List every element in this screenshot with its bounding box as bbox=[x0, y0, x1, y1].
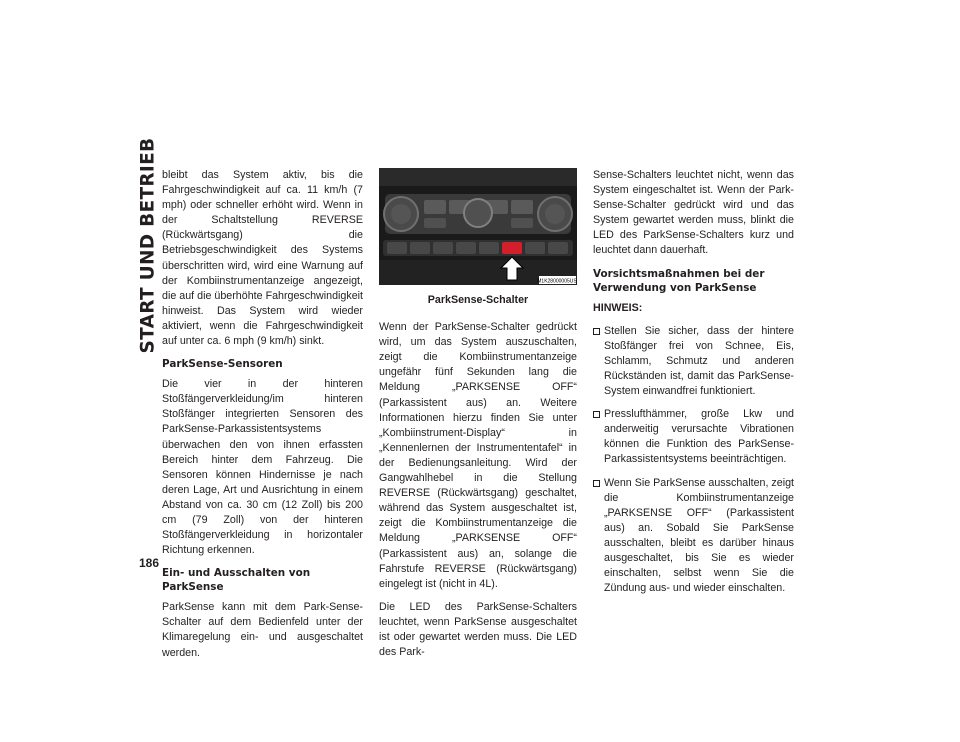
paragraph-switch: ParkSense kann mit dem Park-Sense-Schalter auf dem Bedienfeld unter der Klimaregelung ein- und ausgeschaltet werden. bbox=[162, 601, 363, 659]
paragraph-led-continued: Sense-Schalters leuchtet nicht, wenn das System eingeschaltet ist. Wenn der Park-Sense-Schalter gedrückt wird und das System gewartet werden muss, blinkt die LED des ParkSense-Schalters kurz und leuchtet dann dauerhaft. bbox=[593, 169, 794, 257]
page-number: 186 bbox=[139, 556, 160, 570]
text-column-middle bbox=[379, 168, 577, 668]
list-item: Stellen Sie sicher, dass der hintere Stoßfänger frei von Schnee, Eis, Schlamm, Schmutz und anderen Rückständen ist, damit das ParkSense-System einwandfrei funktioniert. bbox=[593, 324, 794, 399]
heading-parksense-sensors: ParkSense-Sensoren bbox=[162, 358, 283, 371]
paragraph-sensors: Die vier in der hinteren Stoßfängerverkleidung/im hinteren Stoßfänger integrierten Sensoren des ParkSense-Parkassistentsystems überwachen den von ihnen erfassten Bereich hinter dem Fahrzeug. Die Sensoren können Hindernisse je nach deren Lage, Art und Ausrichtung in einem Abstand von ca. 30 cm (12 Zoll) bis 200 cm (79 Zoll) von der hinteren Stoßfängerverkleidung in horizontaler Richtung erkennen. bbox=[162, 378, 363, 557]
section-title-text: START UND BETRIEB bbox=[137, 137, 159, 353]
note-label: HINWEIS: bbox=[593, 301, 643, 314]
heading-switch-on-off: Ein- und Ausschalten von ParkSense bbox=[162, 567, 311, 594]
paragraph-system-active: bleibt das System aktiv, bis die Fahrgeschwindigkeit auf ca. 11 km/h (7 mph) oder schneller erhöht wird. Wenn in der Schaltstellung REVERSE (Rückwärtsgang) die Betriebsgeschwindigkeit des Systems überschritten wird, wird eine Warnung auf der Kombiinstrumentanzeige angezeigt, die auf die überhöhte Fahrgeschwindigkeit hinweist. Das System wird wieder aktiviert, wenn die Fahrgeschwindigkeit auf unter ca. 6 mph (9 km/h) sinkt. bbox=[162, 169, 363, 348]
precaution-list bbox=[593, 324, 794, 597]
text-column-right bbox=[593, 168, 794, 604]
paragraph-switch-off-message: Wenn der ParkSense-Schalter gedrückt wird, um das System auszuschalten, zeigt die Kombiinstrumentanzeige ungefähr fünf Sekunden lang die Meldung „PARKSENSE OFF“ (Parkassistent aus) an. Weitere Informationen hierzu finden Sie unter „Kombiinstrument-Display“ in „Kennenlernen der Instrumententafel“ in der Bedienungsanleitung. Wird der Gangwahlhebel in die Stellung REVERSE (Rückwärtsgang) geschaltet, während das System ausgeschaltet ist, zeigt die Kombiinstrumentanzeige die Meldung „PARKSENSE OFF“ (Parkassistent aus) an, solange die Fahrstufe REVERSE (Rückwärtsgang) eingelegt ist (nicht in 4L). bbox=[379, 321, 577, 590]
paragraph-led: Die LED des ParkSense-Schalters leuchtet, wenn ParkSense ausgeschaltet ist oder gewartet werden muss. Die LED des Park- bbox=[379, 600, 577, 659]
list-item: Wenn Sie ParkSense ausschalten, zeigt die Kombiinstrumentanzeige „PARKSENSE OFF“ (Parkassistent aus) an. Sobald Sie ParkSense ausschalten, bleibt es darüber hinaus ausgeschaltet, bis Sie es wieder einschalten, selbst wenn Sie die Zündung aus- und wieder einschalten. bbox=[593, 476, 794, 597]
heading-precautions: Vorsichtsmaßnahmen bei der Verwendung von ParkSense bbox=[593, 267, 765, 294]
checkbox-bullet-icon bbox=[593, 411, 600, 418]
climate-control-panel-image bbox=[379, 168, 577, 285]
checkbox-bullet-icon bbox=[593, 328, 600, 335]
figure-code-label: M1K28000005US bbox=[537, 278, 577, 285]
checkbox-bullet-icon bbox=[593, 480, 600, 487]
figure-caption: ParkSense-Schalter bbox=[427, 294, 529, 306]
parksense-switch-figure bbox=[379, 168, 577, 285]
section-side-title bbox=[133, 137, 163, 353]
text-column-left bbox=[162, 168, 363, 669]
list-item: Presslufthämmer, große Lkw und anderweitig verursachte Vibrationen können die Funktion des ParkSense-Parkassistentsystems beeinträchtigen. bbox=[593, 407, 794, 467]
